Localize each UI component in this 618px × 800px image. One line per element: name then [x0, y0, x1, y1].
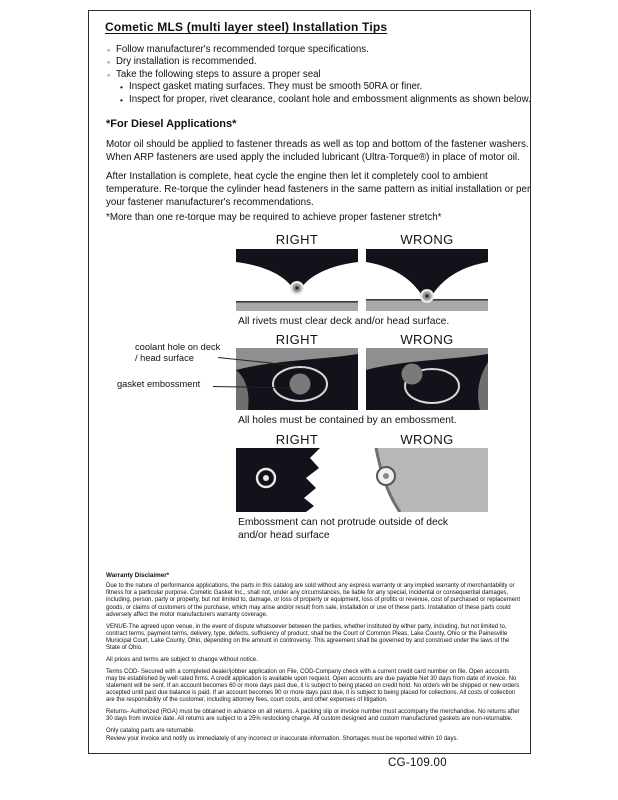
tip-text: Inspect gasket mating surfaces. They must be smooth 50RA or finer. [129, 81, 423, 93]
warranty-paragraph: All prices and terms are subject to change without notice. [106, 656, 258, 663]
wrong-label: WRONG [400, 432, 454, 447]
rivet-right-diagram [236, 249, 358, 311]
tip-text: Dry installation is recommended. [116, 56, 257, 68]
rivet-right-image [236, 249, 358, 311]
diesel-paragraph-1: Motor oil should be applied to fastener threads as well as top and bottom of the fastener washers. When ARP fasteners are used apply the included lubricant (Ultra-Torque®) in place of motor oil. [106, 139, 529, 163]
hole-wrong-image [366, 348, 488, 410]
circle-bullet-icon: ◦ [107, 45, 111, 55]
hole-right-image [236, 348, 358, 410]
circle-bullet-icon: ◦ [107, 69, 111, 80]
rivet-wrong-diagram [366, 249, 488, 311]
list-item [107, 69, 533, 81]
tip-text: Take the following steps to assure a proper seal [116, 68, 321, 80]
warranty-heading: Warranty Disclaimer* [106, 572, 170, 579]
embossment-right-diagram [236, 448, 358, 512]
right-label: RIGHT [275, 332, 319, 347]
list-item [107, 56, 533, 68]
right-label: RIGHT [275, 432, 319, 447]
gasket-embossment-callout: gasket embossment [117, 379, 201, 389]
hole-right-diagram [236, 348, 358, 410]
warranty-paragraph: Returns- Authorized (RGA) must be obtained in advance on all returns. A packing slip or invoice number must accompany the merchandise. No returns after 30 days from invoice date. All returns are subject to a 25% restocking charge. All custom designed and custom manufactured gaskets are non-returnable. [106, 709, 520, 723]
rivet-wrong-image [366, 249, 488, 311]
page-title: Cometic MLS (multi layer steel) Installation Tips [105, 20, 388, 34]
tip-text: Inspect for proper, rivet clearance, coolant hole and embossment alignments as shown below. [129, 93, 531, 105]
wrong-label: WRONG [400, 232, 454, 247]
hole-wrong-diagram [366, 348, 488, 410]
page-frame [88, 10, 531, 754]
list-item [107, 81, 533, 93]
embossment-right-image [236, 448, 358, 512]
circle-bullet-icon: ◦ [107, 57, 111, 68]
catalog-code: CG-109.00 [388, 757, 447, 769]
warranty-paragraph: Review your invoice and notify us immediately of any incorrect or inaccurate information. Shortages must be reported within 10 days. [106, 736, 459, 743]
dot-bullet-icon: • [120, 82, 123, 93]
diesel-paragraph-2: After Installation is complete, heat cycle the engine then let it completely cool to ambient temperature. Re-torque the cylinder head fasteners in the same pattern as initial installation or per your fastener manufacturer's recommendations. [106, 171, 531, 208]
coolant-hole-callout: coolant hole on deck / head surface [135, 342, 221, 363]
embossment-wrong-diagram [366, 448, 488, 512]
list-item [107, 94, 533, 106]
diesel-applications-heading: *For Diesel Applications* [106, 118, 237, 130]
rivet-caption: All rivets must clear deck and/or head surface. [238, 316, 450, 327]
warranty-paragraph: VENUE-The agreed upon venue, in the event of dispute whatsoever between the parties, whether instituted by either party, including, but not limited to, contract terms, payment terms, delivery, type, defects, sufficiency of product, shall be the Court of Common Pleas, Lake County, Ohio or the Painesville Municipal Court, Lake County, Ohio, depending on the amount in controversy. This agreement shall be governed by and construed under the laws of the State of Ohio. [106, 623, 510, 652]
list-item [107, 44, 533, 56]
hole-caption: All holes must be contained by an embossment. [238, 415, 457, 426]
retorque-note: *More than one re-torque may be required to achieve proper fastener stretch* [106, 212, 442, 223]
warranty-paragraph: Terms COD- Secured with a completed dealer/jobber application on File, COD-Company check with a current credit card number on file. Open accounts may be established by well rated firms. A credit application is available upon request. Open accounts are due payable Net 30 days from date of invoice. No statement will be sent. If an account becomes 60 or more days past due, it is subject to being placed on credit hold. No orders will be shipped or new orders accepted until past due balance is paid. If an account becomes 90 or more days past due, it is subject to being placed for collections. All costs of collection are the responsibility of the customer, including attorney fees, court costs, and other expenses of litigation. [106, 668, 520, 704]
tip-text: Follow manufacturer's recommended torque specifications. [116, 44, 369, 55]
embossment-caption: Embossment can not protrude outside of deck and/or head surface [238, 517, 449, 541]
warranty-paragraph: Only catalog parts are returnable. [106, 727, 196, 734]
warranty-paragraph: Due to the nature of performance applications, the parts in this catalog are sold without any express warranty or any implied warranty of merchantability or fitness for a particular purpose. Cometic Gasket Inc., shall not, under any circumstances, be liable for any special, incidental or consequential damages, including, person, party or property, but not limited to, damage, or loss of property or equipment, loss of profits or revenue, cost of purchased or replacement goods, or claims of customers of the purchase, which may arise and/or result from sale, installation or use of these parts. Installation of these parts could adversely affect the motor manufacturers warranty coverage. [106, 583, 521, 618]
installation-tips-list [107, 44, 533, 106]
embossment-wrong-image [366, 448, 488, 512]
wrong-label: WRONG [400, 332, 454, 347]
warranty-disclaimer-section [106, 572, 522, 748]
right-label: RIGHT [275, 232, 319, 247]
dot-bullet-icon: • [120, 94, 123, 105]
